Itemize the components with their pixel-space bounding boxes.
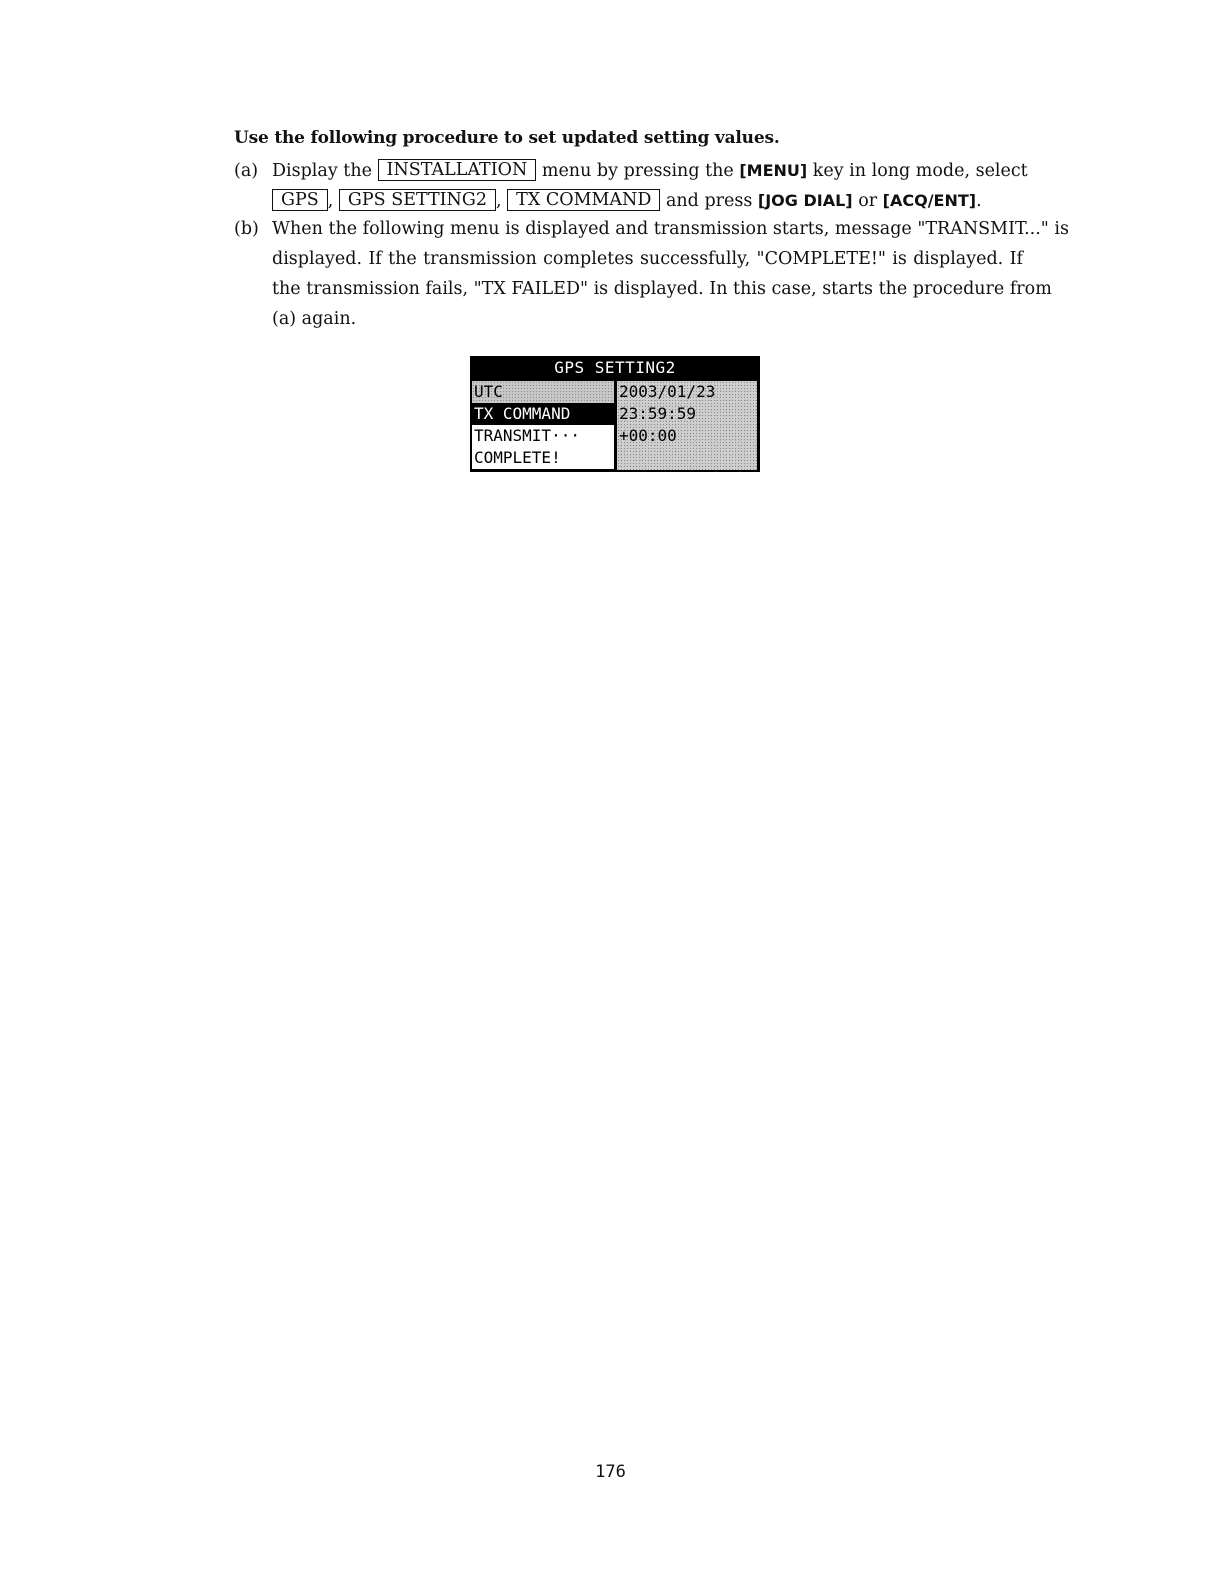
step-a-marker: (a) xyxy=(234,161,259,181)
step-a-line-2 xyxy=(272,186,1028,216)
step-b-line-2: displayed. If the transmission completes successfully, "COMPLETE!" is displayed. If xyxy=(272,249,1023,269)
step-a-line-1 xyxy=(272,156,1028,186)
step-b-line-3: the transmission fails, "TX FAILED" is displayed. In this case, starts the procedure from xyxy=(272,279,1052,299)
gps-menu-box: GPS xyxy=(272,189,328,211)
step-b-marker: (b) xyxy=(234,219,259,239)
lcd-value-empty xyxy=(617,447,757,469)
lcd-menu-screen xyxy=(470,356,760,472)
lcd-value-date: 2003/01/23 xyxy=(619,382,716,401)
lcd-status-complete: COMPLETE! xyxy=(472,447,614,469)
step-b-line-4: (a) again. xyxy=(272,309,357,329)
gps-setting2-menu-box: GPS SETTING2 xyxy=(339,189,496,211)
separator-2: , xyxy=(495,191,502,211)
page-number: 176 xyxy=(595,1462,626,1482)
step-a-text-1: Display the xyxy=(272,161,372,181)
procedure-heading: Use the following procedure to set updated setting values. xyxy=(234,128,780,148)
step-a-text-2: menu by pressing the xyxy=(541,161,734,181)
lcd-value-panel xyxy=(617,381,757,470)
lcd-value-offset: +00:00 xyxy=(619,426,677,445)
lcd-status-transmit: TRANSMIT··· xyxy=(472,425,614,447)
step-a-text-3: key in long mode, select xyxy=(812,161,1028,181)
jog-dial-key-label: [JOG DIAL] xyxy=(757,191,853,210)
installation-menu-box: INSTALLATION xyxy=(378,159,537,181)
lcd-value-time: 23:59:59 xyxy=(619,404,697,423)
separator-1: , xyxy=(327,191,334,211)
lcd-menu-item-utc: UTC xyxy=(472,381,614,403)
menu-key-label: [MENU] xyxy=(739,161,808,180)
step-a-text-5: or xyxy=(858,191,878,211)
tx-command-menu-box: TX COMMAND xyxy=(507,189,660,211)
lcd-menu-list xyxy=(472,381,614,470)
step-b-line-1: When the following menu is displayed and transmission starts, message "TRANSMIT..." is xyxy=(272,219,1069,239)
acq-ent-key-label: [ACQ/ENT] xyxy=(882,191,977,210)
step-a-body xyxy=(272,156,1028,216)
step-a-text-4: and press xyxy=(665,191,753,211)
step-a-text-6: . xyxy=(976,191,982,211)
lcd-title: GPS SETTING2 xyxy=(554,358,676,377)
lcd-menu-item-tx-command: TX COMMAND xyxy=(472,403,614,425)
step-b-body xyxy=(272,214,1069,334)
